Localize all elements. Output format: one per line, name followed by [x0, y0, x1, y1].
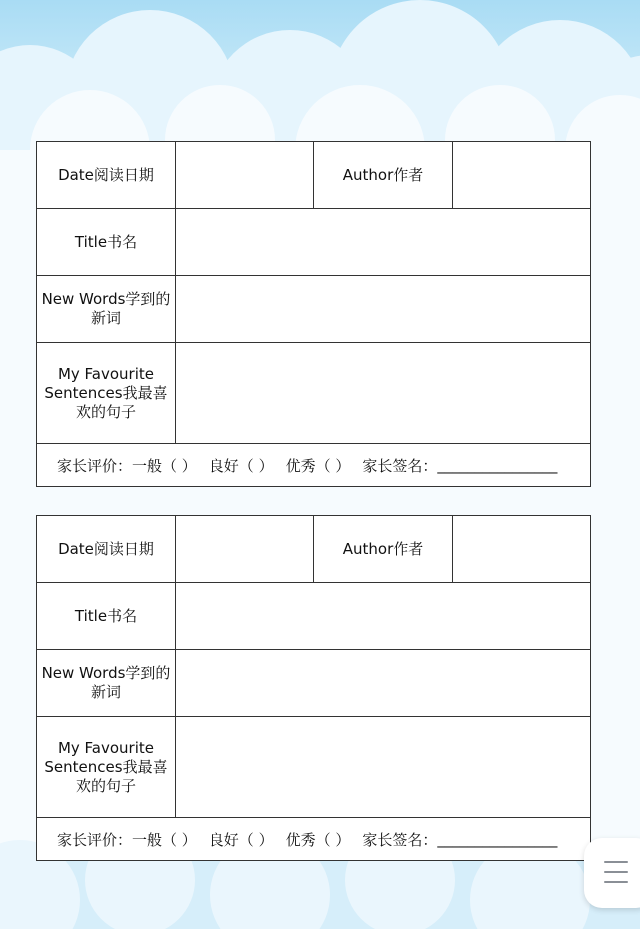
sentences-label: My Favourite Sentences我最喜欢的句子 — [37, 717, 176, 817]
title-row — [37, 209, 590, 276]
evaluation-option-good[interactable]: 良好（ ） — [208, 456, 274, 475]
sentences-row — [37, 343, 590, 444]
new-words-label: New Words学到的新词 — [37, 276, 176, 342]
evaluation-label: 家长评价： — [57, 830, 133, 849]
sentences-label: My Favourite Sentences我最喜欢的句子 — [37, 343, 176, 443]
signature-line[interactable]: ________________ — [437, 830, 558, 848]
new-words-row — [37, 650, 590, 717]
hamburger-menu-icon-bar — [604, 871, 628, 873]
date-label: Date阅读日期 — [37, 516, 176, 582]
title-label: Title书名 — [37, 209, 176, 275]
parent-evaluation-row — [37, 818, 590, 860]
signature-label: 家长签名： — [362, 830, 438, 849]
evaluation-option-average[interactable]: 一般（ ） — [132, 830, 197, 849]
hamburger-menu-icon — [604, 861, 628, 863]
menu-button[interactable] — [584, 838, 640, 908]
title-label: Title书名 — [37, 583, 176, 649]
author-field[interactable] — [453, 516, 590, 582]
date-field[interactable] — [176, 516, 314, 582]
title-row — [37, 583, 590, 650]
evaluation-option-excellent[interactable]: 优秀（ ） — [285, 830, 351, 849]
signature-line[interactable]: ________________ — [437, 456, 558, 474]
new-words-field[interactable] — [176, 276, 590, 342]
reading-log-form — [36, 515, 591, 861]
evaluation-option-average[interactable]: 一般（ ） — [132, 456, 197, 475]
author-label: Author作者 — [314, 142, 453, 208]
evaluation-option-good[interactable]: 良好（ ） — [208, 830, 274, 849]
sentences-field[interactable] — [176, 343, 590, 443]
new-words-label: New Words学到的新词 — [37, 650, 176, 716]
sentences-row — [37, 717, 590, 818]
date-author-row — [37, 142, 590, 209]
evaluation-option-excellent[interactable]: 优秀（ ） — [285, 456, 351, 475]
date-field[interactable] — [176, 142, 314, 208]
new-words-row — [37, 276, 590, 343]
title-field[interactable] — [176, 583, 590, 649]
evaluation-label: 家长评价： — [57, 456, 133, 475]
author-field[interactable] — [453, 142, 590, 208]
parent-evaluation-row — [37, 444, 590, 486]
reading-log-form — [36, 141, 591, 487]
title-field[interactable] — [176, 209, 590, 275]
date-author-row — [37, 516, 590, 583]
signature-label: 家长签名： — [362, 456, 438, 475]
new-words-field[interactable] — [176, 650, 590, 716]
hamburger-menu-icon-bar — [604, 881, 628, 883]
date-label: Date阅读日期 — [37, 142, 176, 208]
author-label: Author作者 — [314, 516, 453, 582]
sentences-field[interactable] — [176, 717, 590, 817]
